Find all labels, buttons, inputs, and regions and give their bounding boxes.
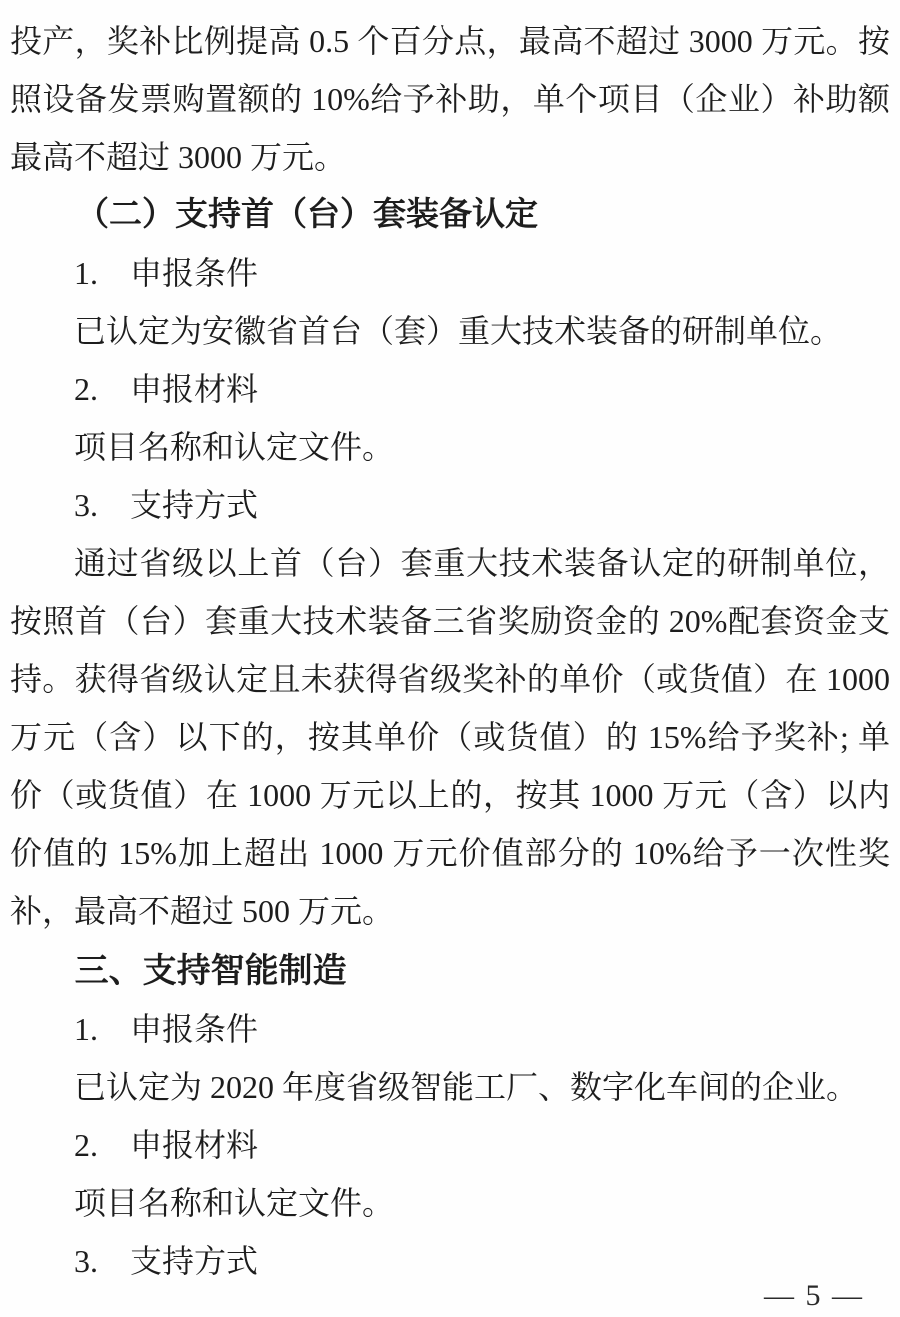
numbered-item-2: 2. 申报材料 [74,371,259,407]
paragraph-continuation: 投产，奖补比例提高 0.5 个百分点，最高不超过 3000 万元。按照设备发票购置额的 10%给予补助，单个项目（企业）补助额最高不超过 3000 万元。 [10,23,890,175]
page-number: — 5 — [764,1279,864,1312]
numbered-item-1: 1. 申报条件 [74,255,259,291]
numbered-item-2: 2. 申报材料 [74,1127,259,1163]
section-heading-level2: （二）支持首（台）套装备认定 [76,197,538,233]
paragraph: 项目名称和认定文件。 [74,1185,395,1221]
paragraph: 通过省级以上首（台）套重大技术装备认定的研制单位，按照首（台）套重大技术装备三省奖励资金的 20%配套资金支持。获得省级认定且未获得省级奖补的单价（或货值）在 1000 万元（含）以下的，按其单价（或货值）的 15%给予奖补; 单价（或货值）在 1000 万元以上的，按其 1000 万元（含）以内价值的 15%加上超出 1000 万元价值部分的 10%给予一次性奖补，最高不超过 500 万元。 [10,545,890,929]
section-heading-level1: 三、支持智能制造 [74,952,347,990]
numbered-item-3: 3. 支持方式 [74,1243,259,1279]
paragraph: 已认定为安徽省首台（套）重大技术装备的研制单位。 [74,313,843,349]
paragraph: 项目名称和认定文件。 [74,429,395,465]
numbered-item-1: 1. 申报条件 [74,1011,259,1047]
numbered-item-3: 3. 支持方式 [74,487,259,523]
paragraph: 已认定为 2020 年度省级智能工厂、数字化车间的企业。 [74,1069,859,1105]
